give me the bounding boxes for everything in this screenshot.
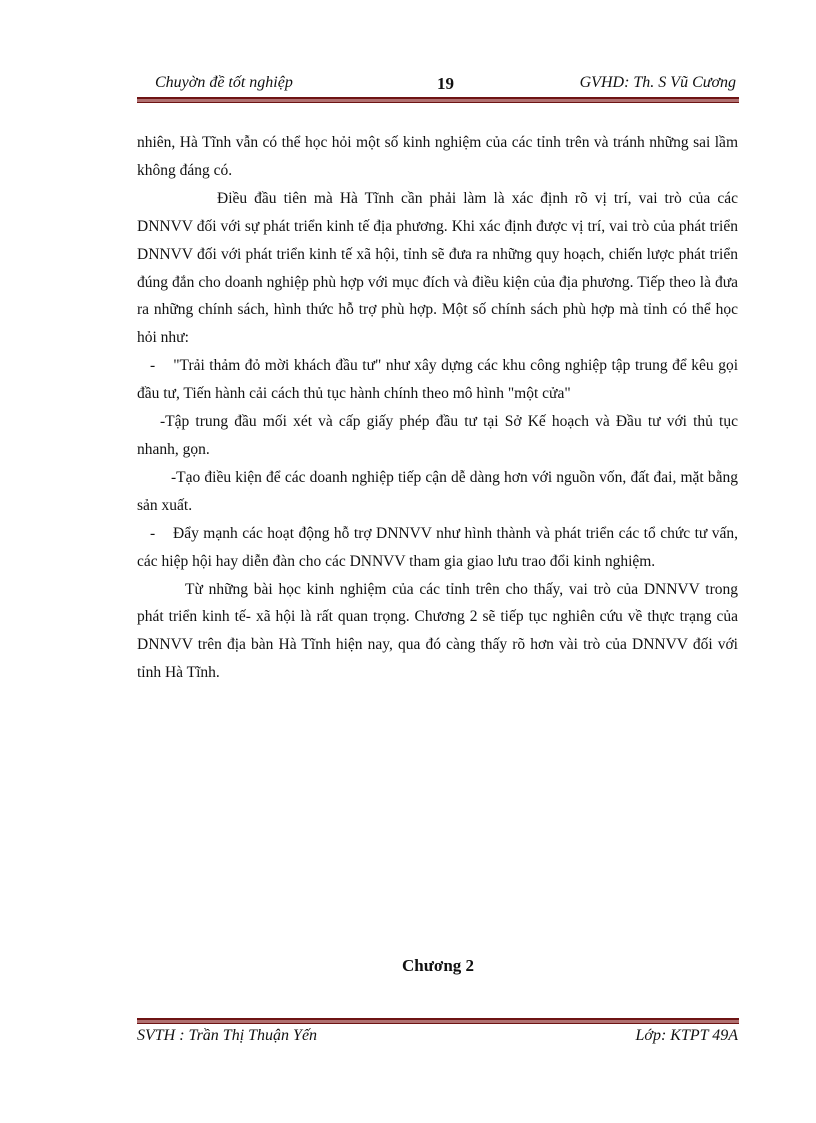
footer-rule <box>137 1018 739 1024</box>
list-item: - "Trải thảm đỏ mời khách đầu tư" như xây dựng các khu công nghiệp tập trung để kêu gọi đầu tư, Tiến hành cải cách thủ tục hành chính theo mô hình "một cửa" <box>137 357 742 403</box>
paragraph: nhiên, Hà Tĩnh vẫn có thể học hỏi một số kinh nghiệm của các tỉnh trên và tránh những sai lầm không đáng có. <box>137 134 738 179</box>
list-item: -Tạo điều kiện để các doanh nghiệp tiếp cận dễ dàng hơn với nguồn vốn, đất đai, mặt bằng sản xuất. <box>137 468 738 514</box>
list-item: -Tập trung đầu mối xét và cấp giấy phép đầu tư tại Sở Kế hoạch và Đầu tư với thủ tục nhanh, gọn. <box>137 413 738 458</box>
list-item: - Đẩy mạnh các hoạt động hỗ trợ DNNVV như hình thành và phát triển các tổ chức tư vấn, các hiệp hội hay diễn đàn cho các DNNVV tham gia giao lưu trao đổi kinh nghiệm. <box>137 524 742 570</box>
paragraph: Từ những bài học kinh nghiệm của các tỉnh trên cho thấy, vai trò của DNNVV trong phát triển kinh tế- xã hội là rất quan trọng. Chương 2 sẽ tiếp tục nghiên cứu về thực trạng của DNNVV trên địa bàn Hà Tĩnh hiện nay, qua đó càng thấy rõ hơn vài trò của DNNVV đối với tỉnh Hà Tĩnh. <box>137 580 738 682</box>
chapter-heading: Chương 2 <box>401 956 475 975</box>
footer-student: SVTH : Trần Thị Thuận Yến <box>137 1027 318 1044</box>
document-body <box>137 129 742 687</box>
header-rule <box>137 97 739 103</box>
header-title: Chuyờn đề tốt nghiệp <box>155 74 293 91</box>
paragraph: Điều đầu tiên mà Hà Tĩnh cần phải làm là xác định rõ vị trí, vai trò của các DNNVV đối với sự phát triển kinh tế địa phương. Khi xác định được vị trí, vai trò của phát triển DNNVV đối với phát triển kinh tế xã hội, tỉnh sẽ đưa ra những quy hoạch, chiến lược phát triển đúng đắn cho doanh nghiệp phù hợp với mục đích và điều kiện của địa phương. Tiếp theo là đưa ra những chính sách, hình thức hỗ trợ phù hợp. Một số chính sách phù hợp mà tỉnh có thể học hỏi như: <box>137 189 738 347</box>
footer-class: Lớp: KTPT 49A <box>635 1027 738 1044</box>
header-advisor: GVHD: Th. S Vũ Cương <box>579 74 736 91</box>
page-footer <box>137 1027 738 1045</box>
page-header <box>137 74 738 94</box>
page-number: 19 <box>437 74 454 93</box>
